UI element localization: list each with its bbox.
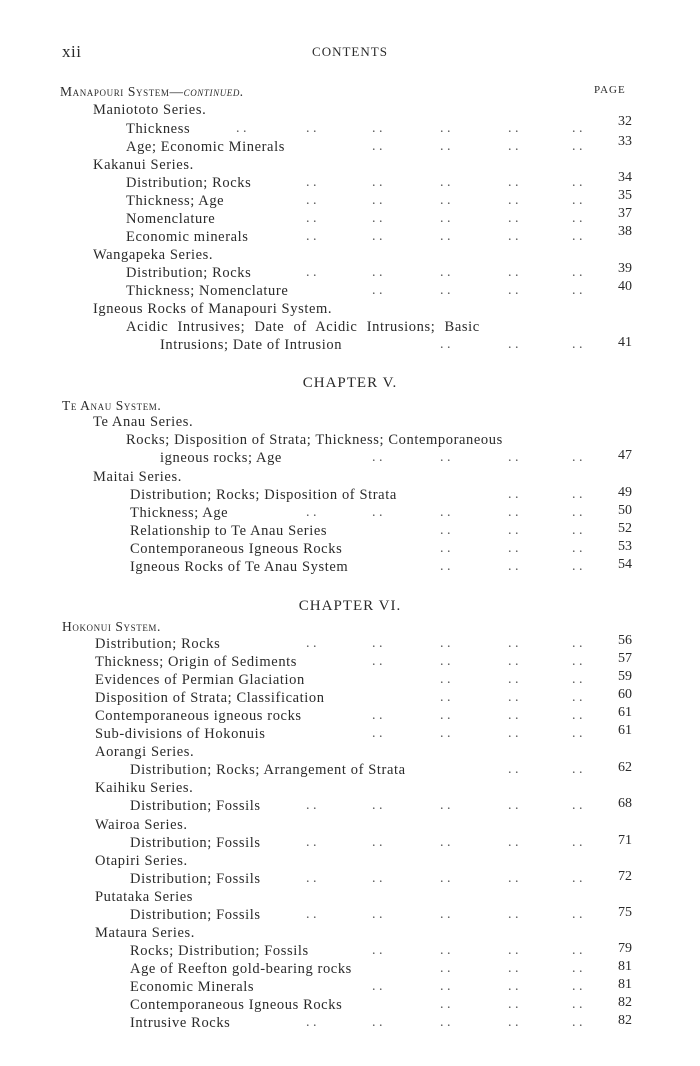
leader-dot: . . [508,798,519,813]
leader-dot: . . [508,907,519,922]
leader-dot: . . [572,636,583,651]
leader-dot: . . [372,798,383,813]
toc-page-number: 52 [618,521,632,536]
leader-dot: . . [306,636,317,651]
series-heading: Otapiri Series. [95,853,188,869]
leader-dot: . . [440,229,451,244]
leader-dot: . . [306,505,317,520]
toc-entry: Distribution; Fossils [130,907,261,923]
toc-page-number: 82 [618,1013,632,1028]
leader-dot: . . [508,979,519,994]
leader-dot: . . [508,283,519,298]
leader-dot: . . [372,121,383,136]
toc-entry: Distribution; Fossils [130,835,261,851]
leader-dot: . . [440,835,451,850]
toc-page-number: 35 [618,188,632,203]
leader-dot: . . [508,690,519,705]
leader-dot: . . [440,690,451,705]
leader-dot: . . [572,1015,583,1030]
leader-dot: . . [508,523,519,538]
leader-dot: . . [572,726,583,741]
leader-dot: . . [572,139,583,154]
leader-dot: . . [440,943,451,958]
toc-entry: Economic Minerals [130,979,255,995]
leader-dot: . . [572,175,583,190]
toc-entry: Rocks; Disposition of Strata; Thickness; Contemporaneous [126,432,503,448]
leader-dot: . . [440,1015,451,1030]
leader-dot: . . [572,708,583,723]
leader-dot: . . [440,121,451,136]
leader-dot: . . [572,798,583,813]
leader-dot: . . [372,943,383,958]
leader-dot: . . [572,654,583,669]
leader-dot: . . [572,265,583,280]
leader-dot: . . [572,690,583,705]
leader-dot: . . [508,636,519,651]
toc-page-number: 39 [618,261,632,276]
system-title-manapouri [60,84,244,100]
toc-entry: Distribution; Rocks [95,636,221,652]
leader-dot: . . [306,1015,317,1030]
toc-page-number: 33 [618,134,632,149]
leader-dot: . . [306,871,317,886]
leader-dot: . . [572,835,583,850]
toc-entry: Acidic Intrusives; Date of Acidic Intrusions; Basic [126,319,480,335]
chapter-heading: CHAPTER V. [302,375,398,391]
toc-page-number: 32 [618,114,632,129]
toc-entry: Thickness; Origin of Sediments [95,654,298,670]
leader-dot: . . [508,505,519,520]
leader-dot: . . [440,979,451,994]
leader-dot: . . [440,559,451,574]
toc-page-number: 62 [618,760,632,775]
leader-dot: . . [440,541,451,556]
toc-page-number: 38 [618,224,632,239]
leader-dot: . . [372,979,383,994]
leader-dot: . . [572,211,583,226]
leader-dot: . . [440,265,451,280]
toc-entry: Distribution; Rocks [126,265,252,281]
toc-page-number: 61 [618,723,632,738]
leader-dot: . . [440,523,451,538]
leader-dot: . . [572,997,583,1012]
toc-page-number: 59 [618,669,632,684]
leader-dot: . . [572,487,583,502]
series-heading: Putataka Series [95,889,193,905]
leader-dot: . . [306,193,317,208]
leader-dot: . . [508,672,519,687]
toc-entry: Contemporaneous Igneous Rocks [130,997,343,1013]
leader-dot: . . [572,762,583,777]
leader-dot: . . [508,229,519,244]
toc-page-number: 68 [618,796,632,811]
series-heading: Igneous Rocks of Manapouri System. [93,301,333,317]
leader-dot: . . [440,337,451,352]
leader-dot: . . [236,121,247,136]
leader-dot: . . [306,835,317,850]
series-heading: Kaihiku Series. [95,780,194,796]
toc-page-number: 82 [618,995,632,1010]
toc-page-number: 75 [618,905,632,920]
leader-dot: . . [440,798,451,813]
toc-page-number: 81 [618,977,632,992]
toc-entry: Igneous Rocks of Te Anau System [130,559,349,575]
toc-page-number: 47 [618,448,632,463]
leader-dot: . . [572,871,583,886]
leader-dot: . . [440,283,451,298]
toc-entry: Distribution; Fossils [130,871,261,887]
leader-dot: . . [508,726,519,741]
toc-entry: Distribution; Rocks; Disposition of Strata [130,487,397,503]
series-heading: Maniototo Series. [93,102,207,118]
leader-dot: . . [508,175,519,190]
leader-dot: . . [306,265,317,280]
continued-label: continued. [183,84,244,99]
leader-dot: . . [508,654,519,669]
leader-dot: . . [440,708,451,723]
leader-dot: . . [508,997,519,1012]
leader-dot: . . [508,337,519,352]
series-heading: Maitai Series. [93,469,182,485]
toc-entry: Contemporaneous Igneous Rocks [130,541,343,557]
toc-page-number: 34 [618,170,632,185]
toc-page-number: 40 [618,279,632,294]
toc-page-number: 60 [618,687,632,702]
leader-dot: . . [372,139,383,154]
leader-dot: . . [372,265,383,280]
leader-dot: . . [372,654,383,669]
leader-dot: . . [372,1015,383,1030]
leader-dot: . . [440,450,451,465]
toc-entry: Thickness [126,121,191,137]
toc-entry: Sub-divisions of Hokonuis [95,726,266,742]
leader-dot: . . [572,559,583,574]
toc-page-number: 54 [618,557,632,572]
leader-dot: . . [440,654,451,669]
leader-dot: . . [508,139,519,154]
leader-dot: . . [306,798,317,813]
toc-entry-continuation: igneous rocks; Age [160,450,282,466]
leader-dot: . . [572,229,583,244]
toc-page-number: 61 [618,705,632,720]
leader-dot: . . [508,961,519,976]
leader-dot: . . [372,229,383,244]
leader-dot: . . [508,943,519,958]
leader-dot: . . [372,726,383,741]
system-title-hokonui: Hokonui System. [62,619,162,634]
leader-dot: . . [440,997,451,1012]
toc-entry: Distribution; Fossils [130,798,261,814]
toc-page-number: 49 [618,485,632,500]
leader-dot: . . [372,283,383,298]
leader-dot: . . [572,943,583,958]
leader-dot: . . [306,211,317,226]
page-number: xii [62,42,82,61]
leader-dot: . . [572,121,583,136]
series-heading: Wangapeka Series. [93,247,214,263]
leader-dot: . . [440,211,451,226]
leader-dot: . . [508,1015,519,1030]
leader-dot: . . [572,672,583,687]
leader-dot: . . [372,450,383,465]
toc-entry: Thickness; Age [126,193,225,209]
toc-page-number: 56 [618,633,632,648]
toc-entry: Nomenclature [126,211,216,227]
leader-dot: . . [508,871,519,886]
toc-page-number: 72 [618,869,632,884]
leader-dot: . . [440,871,451,886]
leader-dot: . . [508,121,519,136]
system-title-te-anau: Te Anau System. [62,398,162,413]
toc-entry: Disposition of Strata; Classification [95,690,325,706]
leader-dot: . . [440,175,451,190]
leader-dot: . . [572,523,583,538]
leader-dot: . . [508,211,519,226]
leader-dot: . . [508,265,519,280]
leader-dot: . . [372,871,383,886]
leader-dot: . . [440,907,451,922]
leader-dot: . . [508,487,519,502]
toc-page-number: 50 [618,503,632,518]
leader-dot: . . [508,559,519,574]
series-heading: Kakanui Series. [93,157,194,173]
toc-entry: Age; Economic Minerals [126,139,285,155]
series-heading: Te Anau Series. [93,414,194,430]
leader-dot: . . [440,139,451,154]
leader-dot: . . [572,907,583,922]
running-header: CONTENTS [312,44,388,59]
leader-dot: . . [306,121,317,136]
series-heading: Wairoa Series. [95,817,188,833]
system-title-text: Manapouri System— [60,84,184,99]
toc-page-number: 57 [618,651,632,666]
leader-dot: . . [372,835,383,850]
series-heading: Mataura Series. [95,925,195,941]
toc-page-number: 41 [618,335,632,350]
toc-entry: Thickness; Age [130,505,229,521]
leader-dot: . . [440,193,451,208]
leader-dot: . . [508,835,519,850]
toc-entry: Age of Reefton gold-bearing rocks [130,961,352,977]
leader-dot: . . [572,337,583,352]
leader-dot: . . [440,672,451,687]
page-column-label: PAGE [594,84,626,96]
leader-dot: . . [372,175,383,190]
leader-dot: . . [440,505,451,520]
leader-dot: . . [572,979,583,994]
leader-dot: . . [372,211,383,226]
leader-dot: . . [572,505,583,520]
toc-page-number: 53 [618,539,632,554]
toc-entry-continuation: Intrusions; Date of Intrusion [160,337,343,353]
toc-entry: Contemporaneous igneous rocks [95,708,302,724]
leader-dot: . . [508,541,519,556]
leader-dot: . . [372,907,383,922]
toc-entry: Relationship to Te Anau Series [130,523,328,539]
leader-dot: . . [440,961,451,976]
chapter-heading: CHAPTER VI. [298,598,402,614]
toc-entry: Distribution; Rocks; Arrangement of Strata [130,762,406,778]
leader-dot: . . [440,636,451,651]
leader-dot: . . [372,708,383,723]
toc-page-number: 37 [618,206,632,221]
leader-dot: . . [440,726,451,741]
toc-entry: Evidences of Permian Glaciation [95,672,305,688]
toc-page-number: 79 [618,941,632,956]
leader-dot: . . [508,762,519,777]
leader-dot: . . [372,636,383,651]
leader-dot: . . [306,229,317,244]
toc-page-number: 71 [618,833,632,848]
toc-entry: Intrusive Rocks [130,1015,231,1031]
leader-dot: . . [572,283,583,298]
leader-dot: . . [306,907,317,922]
toc-entry: Distribution; Rocks [126,175,252,191]
leader-dot: . . [508,193,519,208]
leader-dot: . . [572,961,583,976]
leader-dot: . . [508,450,519,465]
series-heading: Aorangi Series. [95,744,195,760]
leader-dot: . . [372,505,383,520]
leader-dot: . . [572,541,583,556]
leader-dot: . . [306,175,317,190]
toc-entry: Thickness; Nomenclature [126,283,289,299]
toc-entry: Rocks; Distribution; Fossils [130,943,309,959]
leader-dot: . . [572,193,583,208]
leader-dot: . . [572,450,583,465]
toc-entry: Economic minerals [126,229,249,245]
toc-page-number: 81 [618,959,632,974]
leader-dot: . . [372,193,383,208]
leader-dot: . . [508,708,519,723]
